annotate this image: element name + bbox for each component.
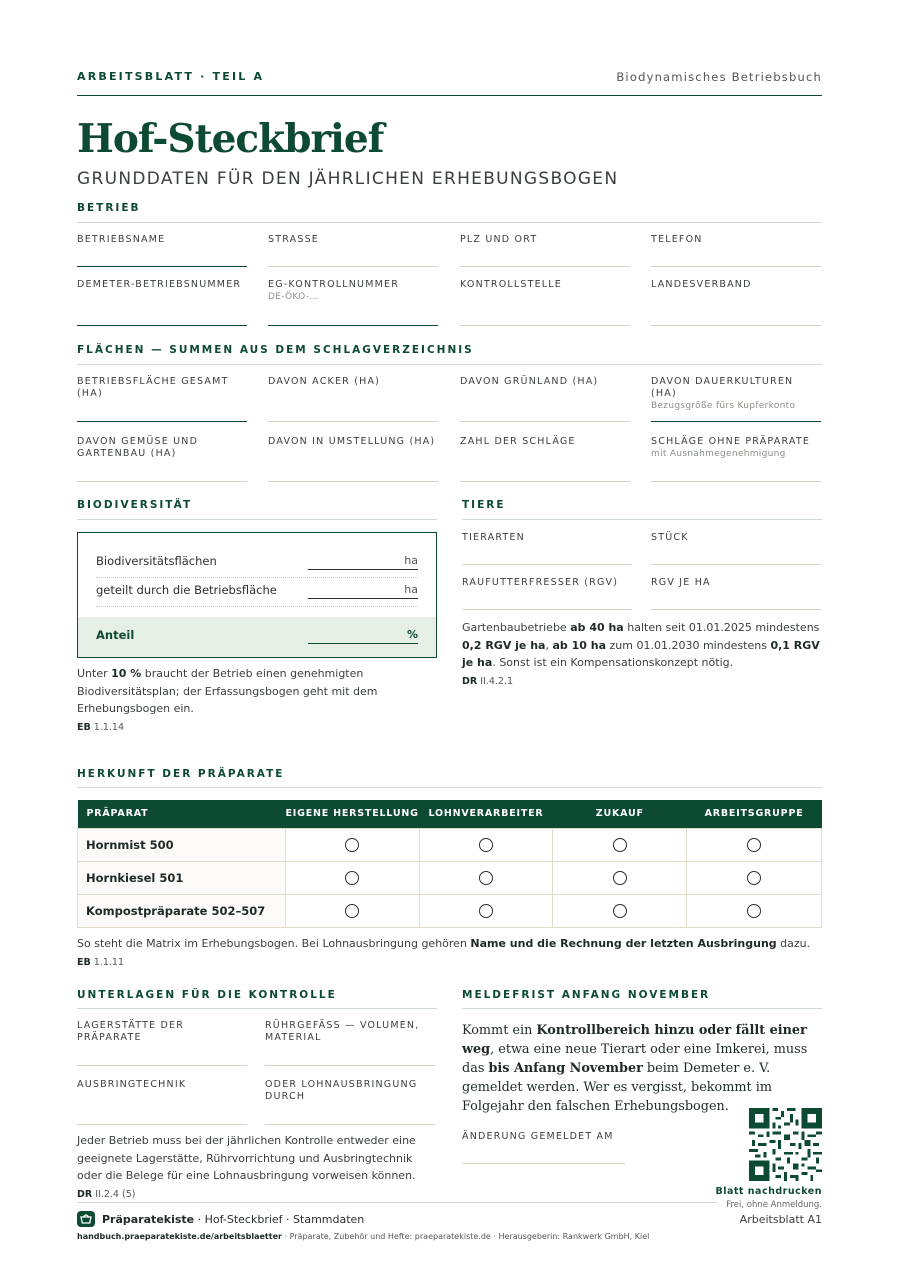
field-eg-kontrollnummer[interactable] <box>268 279 438 327</box>
section-rule <box>77 787 822 788</box>
table-row <box>78 894 822 927</box>
bio-row-label: Biodiversitätsflächen <box>96 554 217 568</box>
field-lohnausbringung[interactable] <box>265 1079 435 1125</box>
field-landesverband[interactable] <box>651 279 821 327</box>
section-tiere-heading: TIERE <box>462 499 506 511</box>
input-line[interactable] <box>265 1124 435 1125</box>
table-row <box>78 828 822 861</box>
divider <box>96 577 418 578</box>
table-row <box>78 861 822 894</box>
column-header: ARBEITSGRUPPE <box>687 800 822 828</box>
field-tierarten[interactable] <box>462 532 632 566</box>
header-rule <box>77 95 822 96</box>
input-line[interactable] <box>268 325 438 326</box>
radio-option[interactable] <box>479 904 493 918</box>
field-label: STÜCK <box>651 532 689 543</box>
radio-cell[interactable] <box>553 894 687 927</box>
radio-option[interactable] <box>345 904 359 918</box>
herkunft-note: So steht die Matrix im Erhebungsbogen. Bei Lohnausbringung gehören Name und die Rechnung der letzten Ausbringung dazu. <box>77 937 811 950</box>
field-plz-ort[interactable] <box>460 234 630 268</box>
field-hint: Bezugsgröße fürs Kupferkonto <box>651 401 796 411</box>
radio-cell[interactable] <box>687 861 822 894</box>
basket-logo-icon <box>77 1211 95 1227</box>
field-label: DEMETER-BETRIEBSNUMMER <box>77 279 242 290</box>
field-label: PLZ UND ORT <box>460 234 538 245</box>
field-rgv-je-ha[interactable] <box>651 577 821 611</box>
radio-cell[interactable] <box>687 894 822 927</box>
field-label: LANDESVERBAND <box>651 279 752 290</box>
radio-cell[interactable] <box>553 861 687 894</box>
unterlagen-note: Jeder Betrieb muss bei der jährlichen Kontrolle entweder eine geeignete Lagerstätte, Rührvorrichtung und Ausbringtechnik oder die Belege für eine Lohnausbringung vorweisen können. <box>77 1134 416 1182</box>
field-label: RGV JE HA <box>651 577 711 588</box>
section-betrieb-heading: BETRIEB <box>77 202 141 214</box>
section-flaechen-heading: FLÄCHEN — SUMMEN AUS DEM SCHLAGVERZEICHNIS <box>77 344 474 356</box>
reprint-link[interactable]: Blatt nachdrucken <box>715 1186 822 1197</box>
input-line[interactable] <box>268 481 438 482</box>
input-line[interactable] <box>651 481 821 482</box>
field-raufutterfresser[interactable] <box>462 577 632 611</box>
section-rule <box>77 364 822 365</box>
radio-option[interactable] <box>613 871 627 885</box>
field-dauerkulturen[interactable] <box>651 376 821 422</box>
input-line[interactable] <box>77 481 247 482</box>
section-unterlagen-heading: UNTERLAGEN FÜR DIE KONTROLLE <box>77 989 337 1001</box>
input-line[interactable] <box>265 1065 435 1066</box>
column-header: EIGENE HERSTELLUNG <box>285 800 419 828</box>
radio-cell[interactable] <box>285 828 419 861</box>
field-aenderung-gemeldet[interactable] <box>462 1131 625 1165</box>
field-betriebsname[interactable] <box>77 234 247 268</box>
input-line[interactable] <box>462 564 632 565</box>
radio-cell[interactable] <box>285 894 419 927</box>
input-line[interactable] <box>651 421 821 422</box>
field-demeter-nummer[interactable] <box>77 279 247 327</box>
input-line[interactable] <box>651 564 821 565</box>
field-label: ZAHL DER SCHLÄGE <box>460 436 576 447</box>
radio-cell[interactable] <box>553 828 687 861</box>
field-label: RÜHRGEFÄSS — VOLUMEN, MATERIAL <box>265 1020 420 1043</box>
field-telefon[interactable] <box>651 234 821 268</box>
matrix-header-row <box>78 800 822 828</box>
field-label: TIERARTEN <box>462 532 525 543</box>
field-lagerstaette[interactable] <box>77 1020 247 1066</box>
input-line[interactable] <box>651 266 821 267</box>
field-hint: mit Ausnahmegenehmigung <box>651 449 786 459</box>
field-stueck[interactable] <box>651 532 821 566</box>
field-label: ODER LOHNAUSBRINGUNG DURCH <box>265 1079 418 1102</box>
input-line[interactable] <box>460 266 630 267</box>
input-line[interactable] <box>651 609 821 610</box>
input-line[interactable] <box>460 325 630 326</box>
field-umstellung[interactable] <box>268 436 438 482</box>
radio-option[interactable] <box>345 871 359 885</box>
section-rule <box>77 222 822 223</box>
field-ausbringtechnik[interactable] <box>77 1079 247 1125</box>
input-line[interactable] <box>308 643 418 644</box>
input-line[interactable] <box>308 569 418 570</box>
section-rule <box>462 519 822 520</box>
page-subtitle: GRUNDDATEN FÜR DEN JÄHRLICHEN ERHEBUNGSBOGEN <box>77 169 619 189</box>
input-line[interactable] <box>308 598 418 599</box>
section-herkunft-heading: HERKUNFT DER PRÄPARATE <box>77 768 285 780</box>
field-label: DAVON GRÜNLAND (HA) <box>460 376 599 387</box>
field-label: KONTROLLSTELLE <box>460 279 562 290</box>
column-header: LOHNVERARBEITER <box>419 800 553 828</box>
field-gemuese-gartenbau[interactable] <box>77 436 247 482</box>
section-rule <box>462 1008 822 1009</box>
field-label: BETRIEBSFLÄCHE GESAMT (HA) <box>77 376 229 399</box>
field-label: EG-KONTROLLNUMMER <box>268 279 400 290</box>
reference-dr-ii-4-2-1: DR II.4.2.1 <box>462 676 514 687</box>
input-line[interactable] <box>460 481 630 482</box>
field-strasse[interactable] <box>268 234 438 268</box>
radio-option[interactable] <box>613 904 627 918</box>
field-label: STRASSE <box>268 234 320 245</box>
bio-row-flaechen[interactable] <box>96 554 418 568</box>
unit-percent: % <box>406 628 418 641</box>
radio-option[interactable] <box>345 838 359 852</box>
footer-url: handbuch.praeparatekiste.de/arbeitsblaetter · Präparate, Zubehör und Hefte: praeparatekiste.de · Herausgeberin: Rankwerk GmbH, Kiel <box>77 1232 650 1241</box>
section-rule <box>77 1008 437 1009</box>
bio-result-band <box>78 617 436 657</box>
field-label: LAGERSTÄTTE DER PRÄPARATE <box>77 1020 185 1043</box>
worksheet-part-label: ARBEITSBLATT · TEIL A <box>77 70 265 83</box>
meldefrist-text: Kommt ein Kontrollbereich hinzu oder fällt einer weg, etwa eine neue Tierart oder eine Imkerei, muss das bis Anfang November beim Demeter e. V. gemeldet werden. Wer es vergisst, bekommt im Folgejahr den falschen Erhebungsbogen. <box>462 1023 808 1114</box>
field-label: DAVON IN UMSTELLUNG (HA) <box>268 436 436 447</box>
field-hint: DE-ÖKO-… <box>268 292 319 302</box>
input-line[interactable] <box>651 325 821 326</box>
row-label: Kompostpräparate 502–507 <box>78 894 286 927</box>
footer-rule <box>77 1202 717 1203</box>
qr-code-icon[interactable] <box>749 1108 822 1181</box>
field-schlaege-ohne-praeparate[interactable] <box>651 436 821 482</box>
biodiversity-calculator <box>77 532 437 658</box>
radio-cell[interactable] <box>419 828 553 861</box>
radio-cell[interactable] <box>687 828 822 861</box>
footer-brand: Präparatekiste · Hof-Steckbrief · Stammdaten <box>102 1213 365 1226</box>
field-label: AUSBRINGTECHNIK <box>77 1079 187 1090</box>
sheet-number: Arbeitsblatt A1 <box>739 1213 822 1226</box>
input-line[interactable] <box>462 609 632 610</box>
field-label: RAUFUTTERFRESSER (RGV) <box>462 577 619 588</box>
input-line[interactable] <box>460 421 630 422</box>
radio-option[interactable] <box>747 904 761 918</box>
worksheet-link[interactable]: handbuch.praeparatekiste.de/arbeitsblaetter <box>77 1232 282 1241</box>
field-label: DAVON DAUERKULTUREN (HA) <box>651 376 794 399</box>
section-rule <box>77 519 437 520</box>
field-betriebsflaeche-gesamt[interactable] <box>77 376 247 422</box>
bio-row-anteil[interactable] <box>96 628 418 642</box>
field-label: DAVON ACKER (HA) <box>268 376 381 387</box>
input-line[interactable] <box>268 266 438 267</box>
radio-option[interactable] <box>747 838 761 852</box>
radio-cell[interactable] <box>419 894 553 927</box>
field-label: ÄNDERUNG GEMELDET AM <box>462 1131 614 1142</box>
bio-row-label: geteilt durch die Betriebsfläche <box>96 583 277 597</box>
column-header: ZUKAUF <box>553 800 687 828</box>
page-title: Hof-Steckbrief <box>77 116 384 162</box>
row-label: Hornkiesel 501 <box>78 861 286 894</box>
divider <box>96 606 418 607</box>
radio-option[interactable] <box>479 838 493 852</box>
input-line[interactable] <box>77 266 247 267</box>
field-label: DAVON GEMÜSE UND GARTENBAU (HA) <box>77 436 199 459</box>
row-label: Hornmist 500 <box>78 828 286 861</box>
reference-eb-1-1-11: EB 1.1.11 <box>77 957 124 968</box>
section-meldefrist-heading: MELDEFRIST ANFANG NOVEMBER <box>462 989 711 1001</box>
input-line[interactable] <box>77 1124 247 1125</box>
biodiversity-note: Unter 10 % braucht der Betrieb einen genehmigten Biodiversitätsplan; der Erfassungsbogen geht mit dem Erhebungsbogen ein. <box>77 667 378 715</box>
column-header: PRÄPARAT <box>78 800 286 828</box>
radio-cell[interactable] <box>285 861 419 894</box>
bio-result-label: Anteil <box>96 628 135 642</box>
section-biodiversitaet-heading: BIODIVERSITÄT <box>77 499 193 511</box>
unit-ha: ha <box>404 583 418 596</box>
input-line[interactable] <box>77 1065 247 1066</box>
unit-ha: ha <box>404 554 418 567</box>
input-line[interactable] <box>268 421 438 422</box>
book-title: Biodynamisches Betriebsbuch <box>616 70 822 84</box>
reference-eb-1-1-14: EB 1.1.14 <box>77 722 124 733</box>
field-label: TELEFON <box>651 234 703 245</box>
input-line[interactable] <box>77 421 247 422</box>
radio-option[interactable] <box>747 871 761 885</box>
field-gruenland[interactable] <box>460 376 630 422</box>
praeparate-matrix <box>77 800 822 928</box>
input-line[interactable] <box>77 325 247 326</box>
field-label: BETRIEBSNAME <box>77 234 166 245</box>
radio-option[interactable] <box>479 871 493 885</box>
radio-cell[interactable] <box>419 861 553 894</box>
field-acker[interactable] <box>268 376 438 422</box>
field-ruehrgefaess[interactable] <box>265 1020 435 1066</box>
field-kontrollstelle[interactable] <box>460 279 630 327</box>
bio-row-betriebsflaeche[interactable] <box>96 583 418 597</box>
input-line[interactable] <box>462 1163 625 1164</box>
field-zahl-schlaege[interactable] <box>460 436 630 482</box>
field-label: SCHLÄGE OHNE PRÄPARATE <box>651 436 811 447</box>
reference-dr-ii-2-4-5: DR II.2.4 (5) <box>77 1189 136 1200</box>
radio-option[interactable] <box>613 838 627 852</box>
tiere-note: Gartenbaubetriebe ab 40 ha halten seit 01.01.2025 mindestens 0,2 RGV je ha, ab 10 ha zum 01.01.2030 mindestens 0,1 RGV je ha. Sonst ist ein Kompensationskonzept nötig. <box>462 621 820 669</box>
reprint-note: Frei, ohne Anmeldung. <box>726 1200 822 1210</box>
